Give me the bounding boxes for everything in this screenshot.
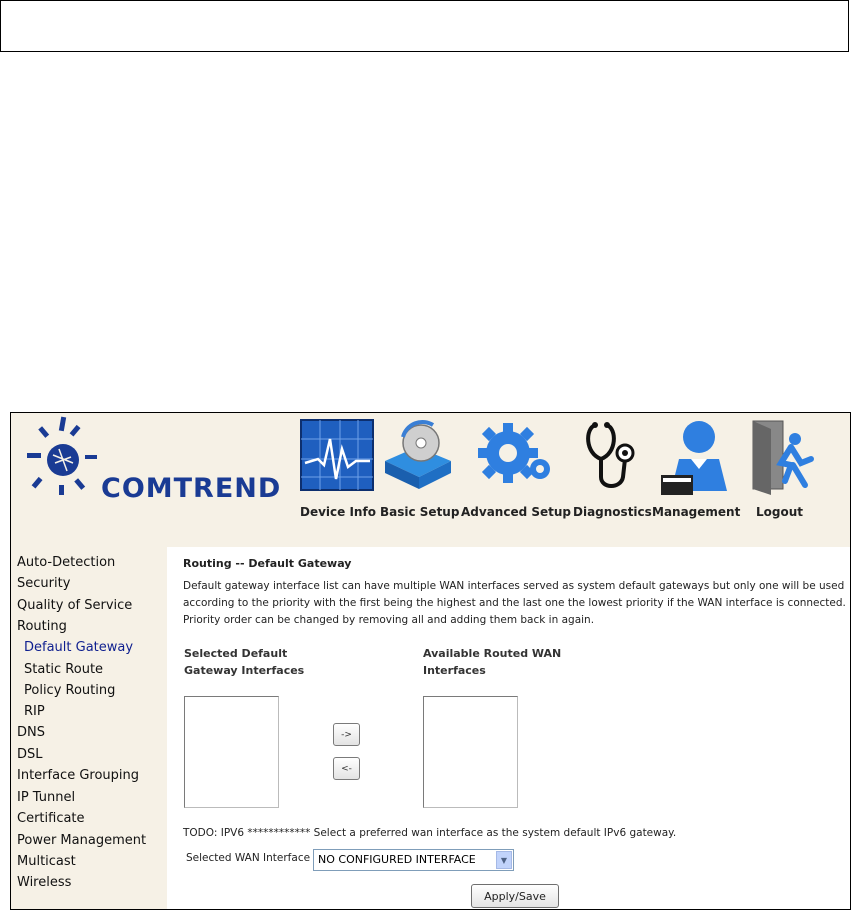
advanced-setup-icon[interactable] bbox=[474, 419, 554, 495]
sidebar-item-static-route[interactable]: Static Route bbox=[24, 662, 104, 677]
router-ui-frame bbox=[10, 412, 851, 910]
sidebar-item-certificate[interactable]: Certificate bbox=[17, 811, 85, 826]
sidebar-item-routing[interactable]: Routing bbox=[17, 619, 67, 634]
sidebar-item-auto-detection[interactable]: Auto-Detection bbox=[17, 555, 116, 570]
diagnostics-icon[interactable] bbox=[577, 419, 649, 499]
nav-management[interactable]: Management bbox=[652, 505, 741, 519]
header-line: Gateway Interfaces bbox=[184, 664, 305, 677]
nav-advanced-setup[interactable]: Advanced Setup bbox=[461, 505, 572, 519]
header-line: Available Routed WAN bbox=[423, 647, 562, 660]
header bbox=[11, 413, 850, 547]
selected-interfaces-header bbox=[184, 645, 304, 679]
available-wan-list[interactable] bbox=[423, 696, 518, 808]
brand-name: COMTREND bbox=[101, 473, 282, 504]
apply-save-button[interactable]: Apply/Save bbox=[471, 884, 559, 908]
description-line: according to the priority with the first being the highest and the last one the lowest priority if the WAN interface is connected. bbox=[183, 597, 846, 609]
description-line: Priority order can be changed by removing all and adding them back in again. bbox=[183, 614, 595, 626]
selected-gateway-list[interactable] bbox=[184, 696, 279, 808]
logout-icon[interactable] bbox=[751, 419, 817, 499]
header-line: Interfaces bbox=[423, 664, 486, 677]
nav-logout[interactable]: Logout bbox=[756, 505, 804, 519]
sidebar-item-wireless[interactable]: Wireless bbox=[17, 875, 72, 890]
wan-interface-label: Selected WAN Interface bbox=[186, 852, 311, 864]
header-line: Selected Default bbox=[184, 647, 288, 660]
sidebar-item-power-management[interactable]: Power Management bbox=[17, 833, 147, 848]
page-title: Routing -- Default Gateway bbox=[183, 557, 352, 570]
comtrend-logo-icon bbox=[23, 415, 103, 505]
management-icon[interactable] bbox=[661, 419, 737, 499]
sidebar-item-rip[interactable]: RIP bbox=[24, 704, 45, 719]
sidebar bbox=[11, 547, 167, 910]
sidebar-item-interface-grouping[interactable]: Interface Grouping bbox=[17, 768, 140, 783]
wan-interface-value: NO CONFIGURED INTERFACE bbox=[318, 853, 476, 866]
sidebar-item-default-gateway[interactable]: Default Gateway bbox=[24, 640, 134, 655]
chevron-down-icon[interactable]: ▼ bbox=[496, 851, 512, 869]
device-info-icon[interactable] bbox=[300, 419, 374, 495]
main-content bbox=[167, 547, 850, 910]
sidebar-item-security[interactable]: Security bbox=[17, 576, 71, 591]
available-interfaces-header bbox=[423, 645, 561, 679]
description-line: Default gateway interface list can have multiple WAN interfaces served as system default gateways but only one will be used bbox=[183, 580, 845, 592]
sidebar-item-ip-tunnel[interactable]: IP Tunnel bbox=[17, 790, 76, 805]
sidebar-item-multicast[interactable]: Multicast bbox=[17, 854, 76, 869]
nav-diagnostics[interactable]: Diagnostics bbox=[573, 505, 652, 519]
wan-interface-select[interactable] bbox=[313, 849, 514, 871]
move-right-button[interactable]: -> bbox=[333, 723, 360, 746]
move-left-button[interactable]: <- bbox=[333, 757, 360, 780]
sidebar-item-dns[interactable]: DNS bbox=[17, 725, 45, 740]
nav-basic-setup[interactable]: Basic Setup bbox=[380, 505, 460, 519]
top-blank-box bbox=[0, 0, 849, 52]
basic-setup-icon[interactable] bbox=[379, 419, 457, 495]
sidebar-item-dsl[interactable]: DSL bbox=[17, 747, 43, 762]
sidebar-item-policy-routing[interactable]: Policy Routing bbox=[24, 683, 116, 698]
comtrend-logo bbox=[23, 415, 282, 515]
sidebar-item-quality-of-service[interactable]: Quality of Service bbox=[17, 598, 133, 613]
page-description bbox=[183, 578, 851, 629]
ipv6-todo-text: TODO: IPV6 ************ Select a preferred wan interface as the system default IPv6 gateway. bbox=[183, 827, 677, 839]
nav-device-info[interactable]: Device Info bbox=[300, 505, 376, 519]
